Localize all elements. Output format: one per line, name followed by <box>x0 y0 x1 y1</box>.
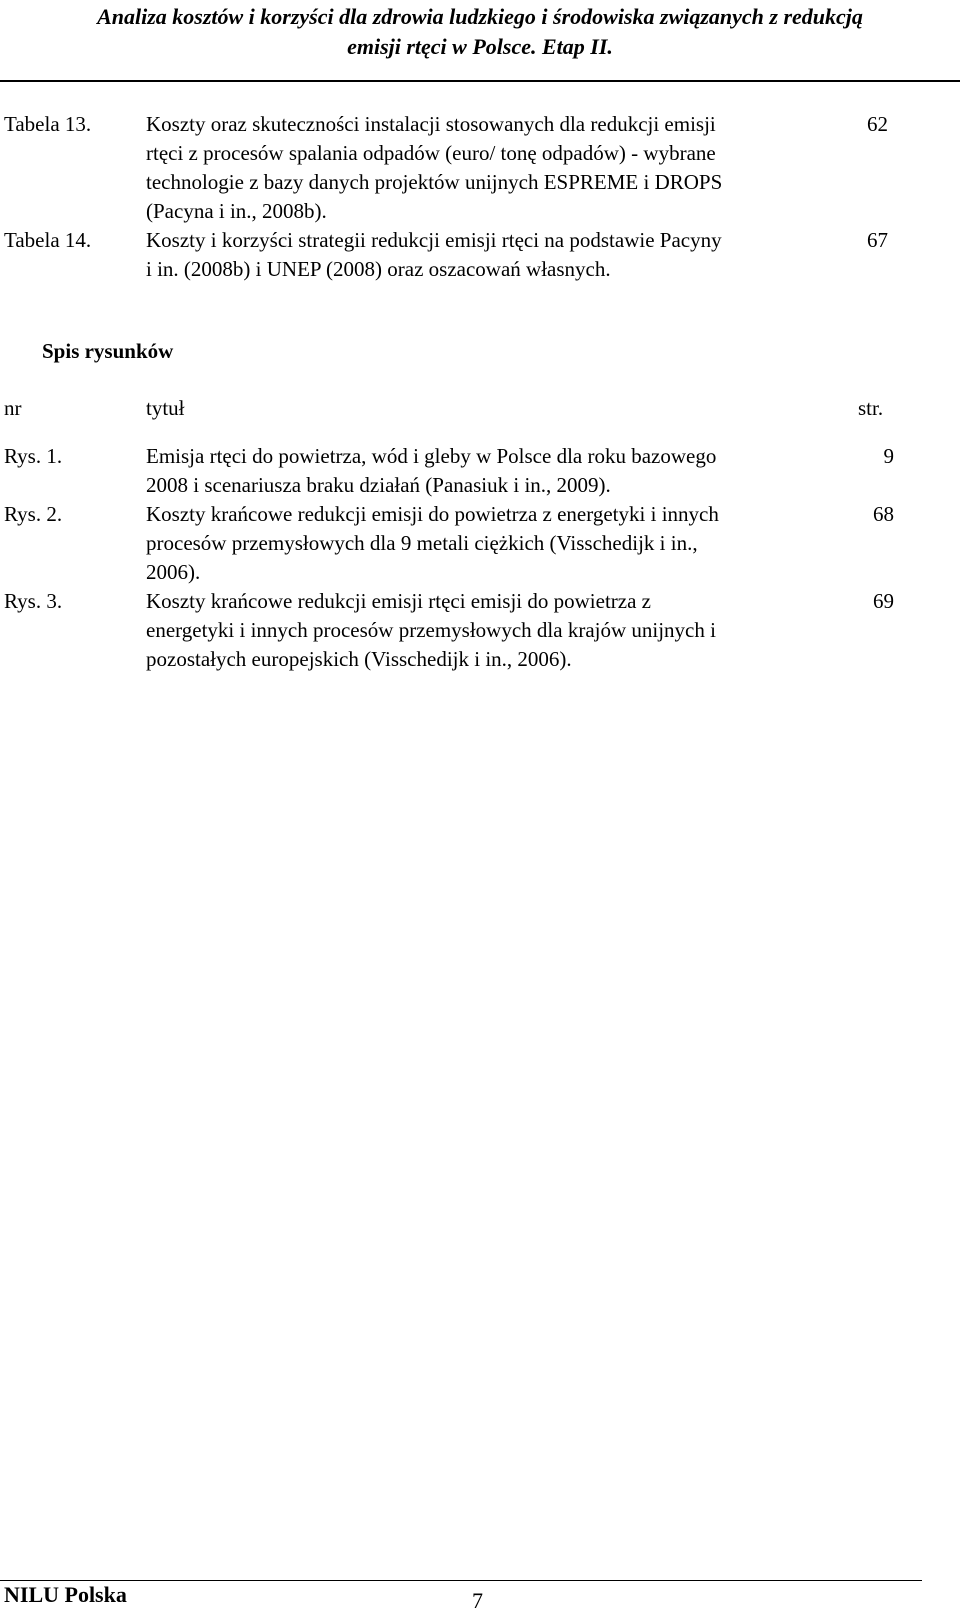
column-header-nr: nr <box>4 396 22 420</box>
entry-title <box>146 442 836 500</box>
entry-title-line: i in. (2008b) i UNEP (2008) oraz oszacowań własnych. <box>146 257 611 281</box>
entry-title <box>146 587 836 674</box>
entry-title-line: Koszty krańcowe redukcji emisji do powietrza z energetyki i innych <box>146 502 719 526</box>
entry-label: Tabela 14. <box>4 228 92 252</box>
table-list-entry <box>0 226 960 284</box>
running-header <box>0 2 960 62</box>
entry-title-line: technologie z bazy danych projektów unijnych ESPREME i DROPS <box>146 170 723 194</box>
entry-page-number: 67 <box>867 228 888 252</box>
entry-title-line: (Pacyna i in., 2008b). <box>146 199 327 223</box>
entry-title-line: Emisja rtęci do powietrza, wód i gleby w Polsce dla roku bazowego <box>146 444 717 468</box>
footer-organization: NILU Polska <box>4 1582 127 1607</box>
running-header-line-2: emisji rtęci w Polsce. Etap II. <box>347 34 613 59</box>
figure-list-entry <box>0 587 960 674</box>
entry-title <box>146 110 826 226</box>
entry-label: Rys. 1. <box>4 444 63 468</box>
entry-title <box>146 226 836 284</box>
figure-list-entry <box>0 442 960 500</box>
footer-divider <box>0 1580 922 1581</box>
entry-title-line: 2008 i scenariusza braku działań (Panasiuk i in., 2009). <box>146 473 611 497</box>
header-divider <box>0 80 960 82</box>
entry-title-line: Koszty i korzyści strategii redukcji emisji rtęci na podstawie Pacyny <box>146 228 722 252</box>
entry-title-line: Koszty krańcowe redukcji emisji rtęci emisji do powietrza z <box>146 589 651 613</box>
entry-title-line: rtęci z procesów spalania odpadów (euro/ tonę odpadów) - wybrane <box>146 141 716 165</box>
figures-list-heading: Spis rysunków <box>42 339 174 363</box>
column-header-page: str. <box>858 396 884 420</box>
entry-title-line: 2006). <box>146 560 201 584</box>
entry-title-line: procesów przemysłowych dla 9 metali ciężkich (Visschedijk i in., <box>146 531 698 555</box>
entry-page-number: 62 <box>867 112 888 136</box>
entry-page-number: 9 <box>883 444 894 468</box>
entry-title-line: pozostałych europejskich (Visschedijk i in., 2006). <box>146 647 572 671</box>
entry-title <box>146 500 836 587</box>
entry-page-number: 69 <box>873 589 894 613</box>
figure-list-entry <box>0 500 960 587</box>
entry-label: Tabela 13. <box>4 112 92 136</box>
entry-label: Rys. 2. <box>4 502 63 526</box>
entry-page-number: 68 <box>873 502 894 526</box>
entry-label: Rys. 3. <box>4 589 63 613</box>
entry-title-line: Koszty oraz skuteczności instalacji stosowanych dla redukcji emisji <box>146 112 716 136</box>
column-header-title: tytuł <box>146 396 185 420</box>
running-header-line-1: Analiza kosztów i korzyści dla zdrowia ludzkiego i środowiska związanych z redukcją <box>97 4 863 29</box>
table-list-entry <box>0 110 960 226</box>
entry-title-line: energetyki i innych procesów przemysłowych dla krajów unijnych i <box>146 618 716 642</box>
footer-page-number: 7 <box>472 1588 483 1613</box>
